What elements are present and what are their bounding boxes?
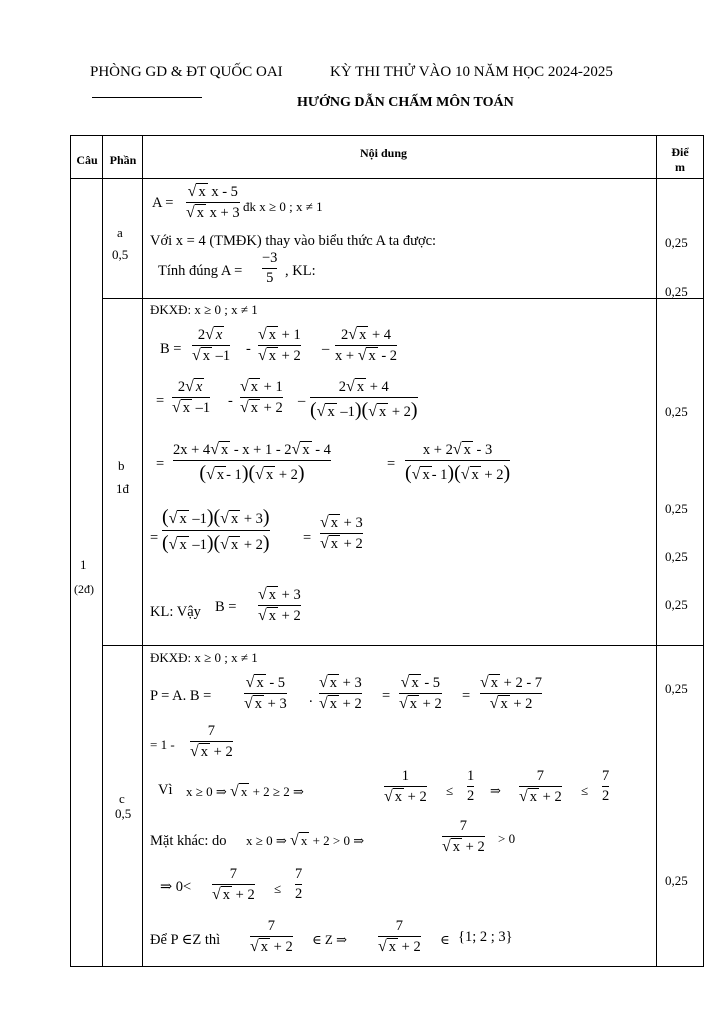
part-b-points: 1đ [116,481,129,496]
c-mk-expr: x ≥ 0 ⇒ √ x + 2 > 0 ⇒ [246,832,365,849]
row-divider [70,178,703,179]
c-vi-expr: x ≥ 0 ⇒ √ x + 2 ≥ 2 ⇒ [186,783,304,800]
b-score-4: 0,25 [665,597,688,612]
c-one-minus: = 1 - [150,737,175,752]
c-frac-14: 7 √ x + 2 [378,918,421,955]
b-condition: ĐKXĐ: x ≥ 0 ; x ≠ 1 [150,302,258,317]
c-frac-13: 7 √ x + 2 [250,918,293,955]
c-frac-2: √ x + 3 √ x + 2 [319,674,362,712]
c-frac-11: 7 √ x + 2 [212,866,255,903]
c-frac-1: √ x - 5 √ x + 3 [244,674,287,712]
b-frac-5: √ x + 1 √ x + 2 [240,378,283,416]
c-frac-5: 7 √ x + 2 [190,723,233,760]
c-frac-10: 7 √ x + 2 [442,818,485,855]
col-divider [142,135,143,966]
a-condition: đk x ≥ 0 ; x ≠ 1 [243,199,323,214]
header-noidung: Nội dung [360,146,408,160]
c-score-1: 0,25 [665,681,688,696]
a-result-fraction: −3 5 [262,250,278,286]
part-b-label: b [118,458,125,473]
part-c-label: c [119,791,125,806]
b-frac-8: x + 2√ x - 3 (√ x - 1)(√ x + 2) [405,441,511,484]
header-cau: Câu [76,153,98,167]
c-mat-khac: Mặt khác: do [150,833,227,849]
c-frac-7: 1 2 [467,768,475,804]
c-set: {1; 2 ; 3} [458,929,513,945]
in-z: ∈ Z ⇒ [312,932,347,947]
b-kl-eq: B = [215,599,237,615]
a-line3-label: Tính đúng A = [158,263,243,279]
a-line2: Với x = 4 (TMĐK) thay vào biểu thức A ta được: [150,233,437,249]
part-c-points: 0,5 [115,806,132,821]
c-vi: Vì [158,782,173,798]
gt-zero: > 0 [498,831,516,846]
b-eq-1: B = [160,341,182,357]
equals-sign: = [303,530,312,546]
c-de-p: Để P ∈Z thì [150,932,221,948]
exam-name: KỲ THI THỬ VÀO 10 NĂM HỌC 2024-2025 [330,64,613,80]
part-a-label: a [117,225,123,240]
question-points: (2đ) [74,582,94,596]
equals-sign: = [156,393,165,409]
c-range: ⇒ 0< [160,879,192,895]
b-frac-6: 2√ x + 4 (√ x –1)(√ x + 2) [310,378,418,421]
b-frac-4: 2√ x √ x –1 [172,378,211,416]
c-frac-4: √ x + 2 - 7 √ x + 2 [480,674,543,712]
c-frac-12: 7 2 [295,866,303,902]
c-frac-6: 1 √ x + 2 [384,768,427,805]
in-sign: ∈ [440,932,450,947]
c-condition: ĐKXĐ: x ≥ 0 ; x ≠ 1 [150,650,258,665]
b-frac-11: √ x + 3 √ x + 2 [258,586,301,624]
implies-sign: ⇒ [490,783,501,798]
equals-sign: = [156,456,165,472]
a-score-2: 0,25 [665,284,688,299]
row-divider [102,298,703,299]
leq-sign: ≤ [581,783,589,798]
minus-sign: – [298,393,306,409]
dot-sign: . [309,690,313,706]
a-lhs: A = [152,195,174,211]
minus-sign: - [246,341,251,357]
b-score-3: 0,25 [665,549,688,564]
row-divider [102,645,703,646]
c-frac-9: 7 2 [602,768,610,804]
equals-sign: = [462,688,471,704]
leq-sign: ≤ [446,783,454,798]
c-frac-3: √ x - 5 √ x + 2 [399,674,442,712]
equals-sign: = [382,688,391,704]
c-score-2: 0,25 [665,873,688,888]
b-frac-1: 2√ x √ x –1 [192,326,231,364]
b-frac-3: 2√ x + 4 x + √ x - 2 [335,326,398,364]
col-divider [102,135,103,966]
header-phan: Phần [109,153,137,167]
header-underline [92,97,202,98]
a-line3-kl: , KL: [285,263,316,279]
c-p-eq: P = A. B = [150,688,212,704]
minus-sign: – [322,341,330,357]
b-kl: KL: Vậy [150,604,201,620]
question-number: 1 [80,557,87,572]
document-title: HƯỚNG DẪN CHẤM MÔN TOÁN [297,95,514,110]
b-frac-10: √ x + 3 √ x + 2 [320,514,363,552]
school-name: PHÒNG GD & ĐT QUỐC OAI [90,64,283,80]
part-a-points: 0,5 [112,247,129,262]
equals-sign: = [387,456,396,472]
leq-sign: ≤ [274,881,282,896]
b-frac-2: √ x + 1 √ x + 2 [258,326,301,364]
header-diem: Điể m [671,145,689,174]
b-score-1: 0,25 [665,404,688,419]
c-frac-8: 7 √ x + 2 [519,768,562,805]
equals-sign: = [150,530,159,546]
minus-sign: - [228,393,233,409]
a-score-1: 0,25 [665,235,688,250]
b-frac-9: (√ x –1)(√ x + 3) (√ x –1)(√ x + 2) [162,506,270,554]
col-divider [656,135,657,966]
b-frac-7: 2x + 4√ x - x + 1 - 2√ x - 4 (√ x - 1)(√ x + 2) [173,441,331,484]
b-score-2: 0,25 [665,501,688,516]
a-fraction: √ x x - 5 √ x x + 3 [186,183,240,221]
